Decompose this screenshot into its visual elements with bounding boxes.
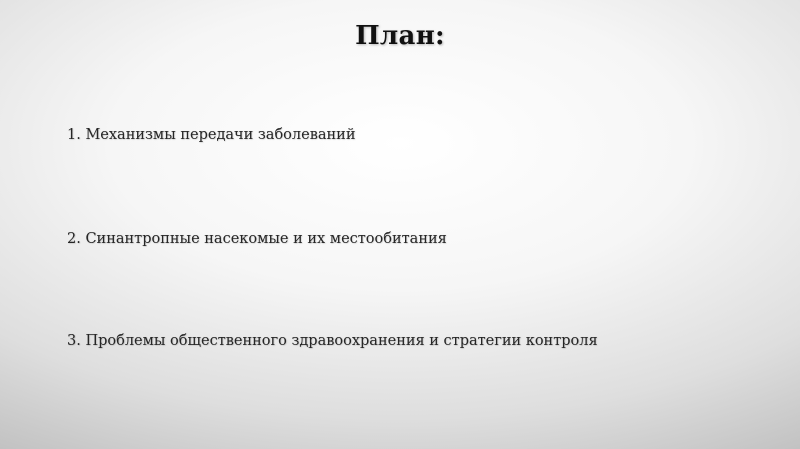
plan-item-1: 1. Механизмы передачи заболеваний [67,127,356,143]
plan-item-3: 3. Проблемы общественного здравоохранения и стратегии контроля [67,333,598,349]
plan-item-2: 2. Синантропные насекомые и их местообитания [67,231,447,247]
slide-title: План: [355,21,445,51]
